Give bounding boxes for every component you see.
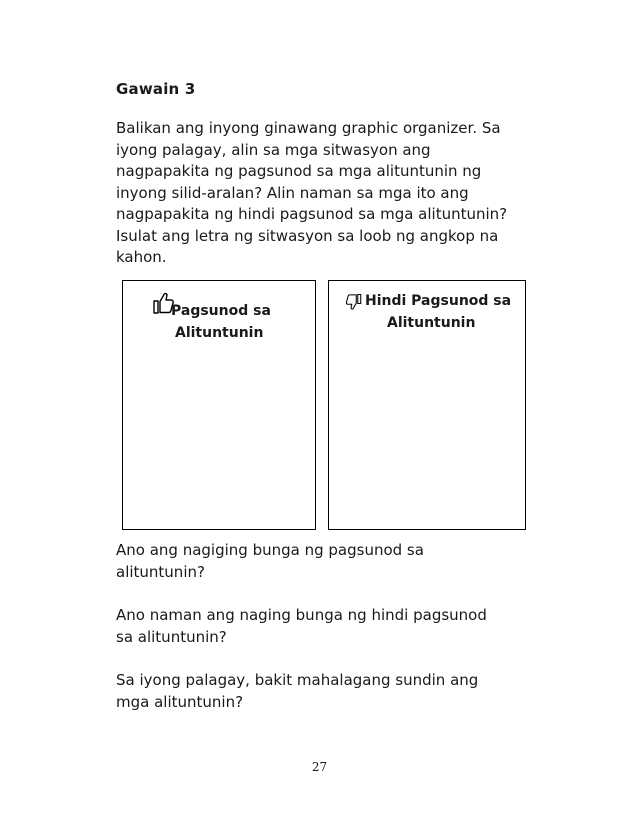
instructions-line: kahon. [116, 248, 167, 266]
page-number: 27 [311, 760, 328, 774]
instructions-line: nagpapakita ng hindi pagsunod sa mga alituntunin? [116, 205, 508, 223]
instructions-line: Balikan ang inyong ginawang graphic organizer. Sa [116, 119, 501, 137]
instructions-paragraph [116, 118, 561, 269]
instructions-line: iyong palagay, alin sa mga sitwasyon ang [116, 140, 431, 159]
activity-title: Gawain 3 [116, 80, 196, 98]
instructions-line: nagpapakita ng pagsunod sa mga alituntunin ng [116, 162, 482, 180]
question-line: alituntunin? [116, 562, 205, 581]
box-label-line: Hindi Pagsunod sa [365, 293, 512, 309]
following-rules-box[interactable] [122, 280, 316, 530]
not-following-rules-box[interactable] [328, 280, 526, 530]
question-1 [116, 540, 561, 583]
question-line: mga alituntunin? [116, 692, 244, 711]
question-line: Ano ang nagiging bunga ng pagsunod sa [116, 541, 424, 559]
instructions-line: Isulat ang letra ng sitwasyon sa loob ng angkop na [116, 226, 499, 245]
question-line: sa alituntunin? [116, 627, 227, 646]
question-line: Sa iyong palagay, bakit mahalagang sundin ang [116, 671, 479, 689]
question-line: Ano naman ang naging bunga ng hindi pagsunod [116, 606, 487, 624]
box-label-line: Alituntunin [175, 325, 264, 341]
instructions-line: inyong silid-aralan? Alin naman sa mga ito ang [116, 183, 469, 202]
box-label-line: Pagsunod sa [171, 303, 271, 319]
not-following-rules-label [347, 291, 523, 333]
question-2 [116, 605, 561, 648]
box-label-line: Alituntunin [387, 315, 476, 331]
following-rules-label [153, 301, 303, 343]
question-3 [116, 670, 561, 713]
